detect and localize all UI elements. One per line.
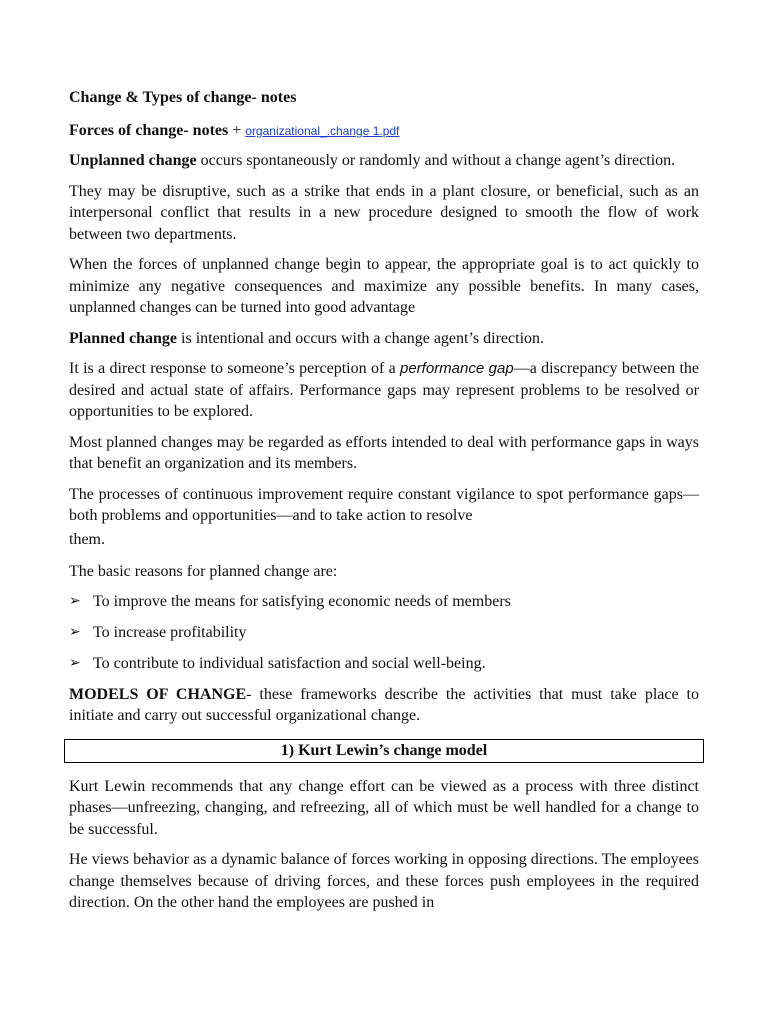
lewin-paragraph-1: Kurt Lewin recommends that any change effort can be viewed as a process with three distinct phases—unfreezing, changing, and refreezing, all of which must be well handled for a change to be successful.: [69, 777, 699, 838]
list-item: [69, 591, 699, 612]
document-title: Change & Types of change- notes: [69, 89, 297, 106]
performance-gap-paragraph: [69, 358, 699, 423]
models-of-change-text: - these frameworks describe the activities that must take place to initiate and carry out successful organizational change.: [69, 685, 699, 724]
document-page: [69, 88, 699, 923]
arrowhead-bullet-icon: ➢: [69, 654, 81, 671]
arrowhead-bullet-icon: ➢: [69, 623, 81, 640]
unplanned-change-term: Unplanned change: [69, 152, 197, 169]
plus-sign: +: [232, 122, 242, 139]
arrowhead-bullet-icon: ➢: [69, 592, 81, 609]
list-item-text: To contribute to individual satisfaction and social well-being.: [93, 654, 486, 672]
list-item-text: To improve the means for satisfying economic needs of members: [93, 592, 511, 610]
planned-change-text: is intentional and occurs with a change agent’s direction.: [177, 329, 545, 347]
planned-change-term: Planned change: [69, 329, 178, 347]
reasons-intro: The basic reasons for planned change are:: [69, 562, 338, 580]
performance-gap-post: —a discrepancy between the desired and actual state of affairs. Performance gaps may represent problems to be resolved or opportunities to be explored.: [69, 360, 700, 420]
disruptive-paragraph: They may be disruptive, such as a strike that ends in a plant closure, or beneficial, such as an interpersonal conflict that results in a new procedure designed to smooth the flow of work between two departments.: [69, 182, 699, 243]
lewin-paragraph-2: He views behavior as a dynamic balance of forces working in opposing directions. The employees change themselves because of driving forces, and these forces push employees in the required direction. On the other hand the employees are pushed in: [69, 851, 699, 911]
models-of-change-term: MODELS OF CHANGE: [69, 685, 247, 703]
lewin-model-heading: 1) Kurt Lewin’s change model: [64, 739, 704, 763]
most-planned-paragraph: Most planned changes may be regarded as efforts intended to deal with performance gaps in ways that benefit an organization and its members.: [69, 433, 699, 472]
reasons-list: [69, 591, 699, 674]
processes-paragraph-end: them.: [69, 530, 105, 548]
list-item-text: To increase profitability: [93, 623, 247, 641]
forces-line: [69, 120, 699, 142]
unplanned-change-paragraph: [69, 150, 699, 172]
planned-change-paragraph: [69, 328, 699, 350]
list-item: [69, 622, 699, 643]
forces-label: Forces of change- notes: [69, 122, 229, 139]
list-item: [69, 653, 699, 674]
processes-paragraph: The processes of continuous improvement require constant vigilance to spot performance gaps— both problems and opportunities—and to take action to resolve: [69, 485, 699, 524]
models-of-change-paragraph: [69, 684, 699, 727]
performance-gap-term: performance gap: [400, 360, 514, 377]
pdf-attachment-link[interactable]: organizational_.change 1.pdf: [245, 124, 400, 138]
unplanned-change-text: occurs spontaneously or randomly and without a change agent’s direction.: [196, 152, 676, 169]
performance-gap-pre: It is a direct response to someone’s perception of a: [69, 360, 400, 377]
forces-unplanned-paragraph: When the forces of unplanned change begin to appear, the appropriate goal is to act quickly to minimize any negative consequences and maximize any possible benefits. In many cases, unplanned changes can be turned into good advantage: [69, 256, 699, 316]
